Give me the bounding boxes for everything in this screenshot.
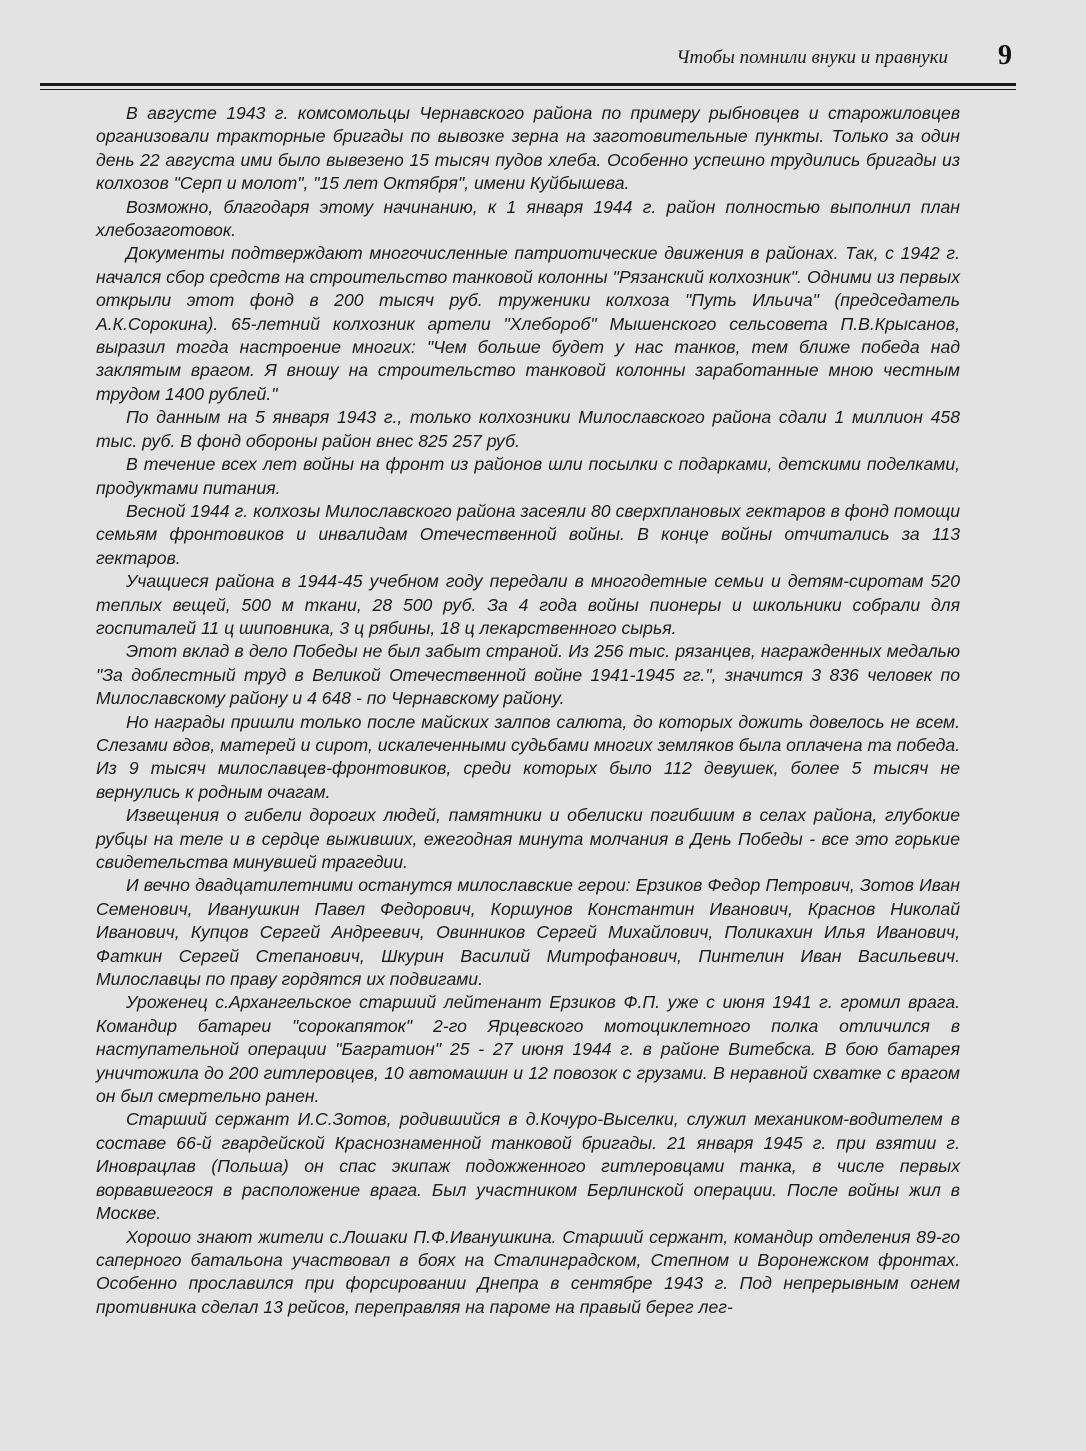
- paragraph: Этот вклад в дело Победы не был забыт страной. Из 256 тыс. рязанцев, награжденных медалью "За доблестный труд в Великой Отечественной войне 1941-1945 гг.", значится 3 836 человек по Милославскому району и 4 648 - по Чернавскому району.: [96, 641, 960, 709]
- paragraph: Документы подтверждают многочисленные патриотические движения в районах. Так, с 1942 г. начался сбор средств на строительство танковой колонны "Рязанский колхозник". Одними из первых открыли этот фонд в 200 тысяч руб. труженики колхоза "Путь Ильича" (председатель А.К.Сорокина). 65-летний колхозник артели "Хлебороб" Мышенского сельсовета П.В.Крысанов, выразил тогда настроение многих: "Чем больше будет у нас танков, тем ближе победа над заклятым врагом. Я вношу на строительство танковой колонны заработанные мною честным трудом 1400 рублей.": [96, 243, 960, 404]
- running-header-title: Чтобы помнили внуки и правнуки: [676, 47, 948, 68]
- paragraph: Учащиеся района в 1944-45 учебном году передали в многодетные семьи и детям-сиротам 520 теплых вещей, 500 м ткани, 28 500 руб. За 4 года войны пионеры и школьники собрали для госпиталей 11 ц шиповника, 3 ц рябины, 18 ц лекарственного сырья.: [96, 571, 960, 638]
- header-rule-thick: [40, 83, 1016, 86]
- paragraph: В течение всех лет войны на фронт из районов шли посылки с подарками, детскими поделками, продуктами питания.: [96, 454, 960, 498]
- paragraph: В августе 1943 г. комсомольцы Чернавского района по примеру рыбновцев и старожиловцев организовали тракторные бригады по вывозке зерна на заготовительные пункты. Только за один день 22 августа ими было вывезено 15 тысяч пудов хлеба. Особенно успешно трудились бригады из колхозов "Серп и молот", "15 лет Октября", имени Куйбышева.: [96, 103, 960, 194]
- paragraph: По данным на 5 января 1943 г., только колхозники Милославского района сдали 1 миллион 458 тыс. руб. В фонд обороны район внес 825 257 руб.: [96, 407, 960, 451]
- paragraph: Весной 1944 г. колхозы Милославского района засеяли 80 сверхплановых гектаров в фонд помощи семьям фронтовиков и инвалидам Отечественной войны. В конце войны отчитались за 113 гектаров.: [96, 500, 960, 568]
- paragraph: Хорошо знают жители с.Лошаки П.Ф.Иванушкина. Старший сержант, командир отделения 89-го саперного батальона участвовал в боях на Сталинградском, Степном и Воронежском фронтах. Особенно прославился при форсировании Днепра в сентябре 1943 г. Под непрерывным огнем противника сделал 13 рейсов, переправляя на пароме на правый берег лег-: [96, 1226, 960, 1317]
- paragraph: И вечно двадцатилетними останутся милославские герои: Ерзиков Федор Петрович, Зотов Иван Семенович, Иванушкин Павел Федорович, Коршунов Константин Иванович, Краснов Николай Иванович, Купцов Сергей Андреевич, Овинников Сергей Михайлович, Поликахин Илья Иванович, Фаткин Сергей Степанович, Шкурин Василий Митрофанович, Пинтелин Иван Васильевич. Милославцы по праву гордятся их подвигами.: [96, 875, 960, 990]
- running-header: [40, 40, 1016, 73]
- paragraph: Старший сержант И.С.Зотов, родившийся в д.Кочуро-Выселки, служил механиком-водителем в составе 66-й гвардейской Краснознаменной танковой бригады. 21 января 1945 г. при взятии г. Иноврацлав (Польша) он спас экипаж подожженного гитлеровцами танка, в числе первых ворвавшегося в расположение врага. Был участником Берлинской операции. После войны жил в Москве.: [96, 1109, 960, 1224]
- paragraph: Возможно, благодаря этому начинанию, к 1 января 1944 г. район полностью выполнил план хлебозаготовок.: [96, 196, 960, 241]
- paragraph: Извещения о гибели дорогих людей, памятники и обелиски погибшим в селах района, глубокие рубцы на теле и в сердце выживших, ежегодная минута молчания в День Победы - все это горькие свидетельства минувшей трагедии.: [96, 805, 960, 872]
- page-number: 9: [998, 40, 1012, 71]
- paragraph: Но награды пришли только после майских залпов салюта, до которых дожить довелось не всем. Слезами вдов, матерей и сирот, искалеченными судьбами многих земляков была оплачена та победа. Из 9 тысяч милославцев-фронтовиков, среди которых было 112 девушек, более 5 тысяч не вернулись к родным очагам.: [96, 711, 960, 802]
- paragraph: Уроженец с.Архангельское старший лейтенант Ерзиков Ф.П. уже с июня 1941 г. громил врага. Командир батареи "сорокапяток" 2-го Ярцевского мотоциклетного полка отличился в наступательной операции "Багратион" 25 - 27 июня 1944 г. в районе Витебска. В бою батарея уничтожила до 200 гитлеровцев, 10 автомашин и 12 повозок с грузами. В неравной схватке с врагом он был смертельно ранен.: [96, 992, 960, 1107]
- article-body: [96, 102, 960, 1319]
- header-rule-thin: [40, 89, 1016, 90]
